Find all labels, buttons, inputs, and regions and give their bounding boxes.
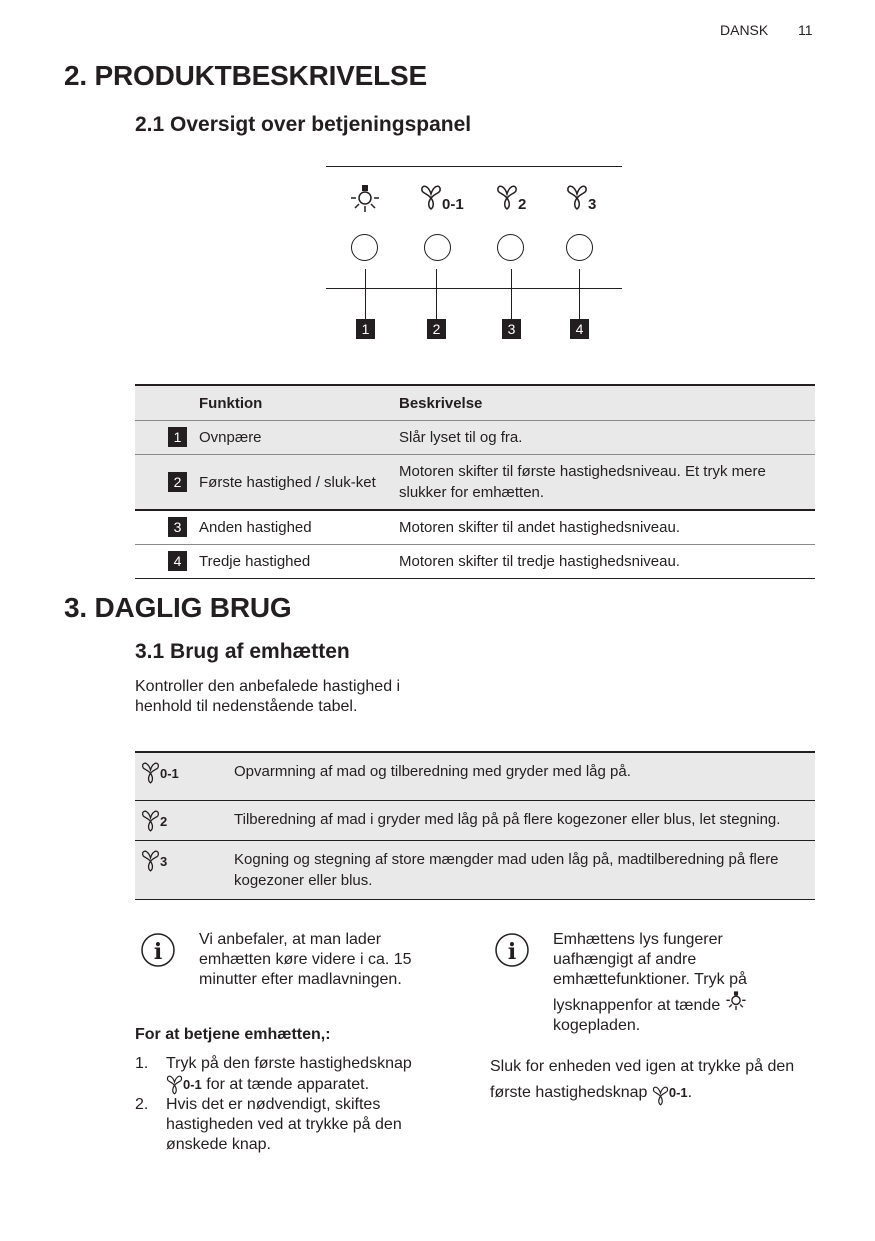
section-title-daily-use: 3. DAGLIG BRUG xyxy=(64,592,292,623)
step-item: 1. Tryk på den første hastighedsknap 0-1 for at tænde apparatet. xyxy=(135,1055,412,1093)
leader-line xyxy=(579,269,580,319)
subsection-title-hood-use: 3.1 Brug af emhætten xyxy=(135,640,350,663)
speed-table xyxy=(135,751,815,900)
table-row xyxy=(135,841,815,900)
light-button[interactable] xyxy=(351,234,378,261)
panel-top-line xyxy=(326,166,622,167)
callout-number: 1 xyxy=(356,319,375,339)
speed-description: Tilberedning af mad i gryder med låg på på flere kogezoner eller blus, let stegning. xyxy=(228,801,815,841)
description-cell: Motoren skifter til andet hastighedsniveau. xyxy=(393,510,815,545)
section-title-product-description: 2. PRODUKTBESKRIVELSE xyxy=(64,60,427,91)
speed-1-button[interactable] xyxy=(424,234,451,261)
callout-number: 3 xyxy=(502,319,521,339)
page-number: 11 xyxy=(798,22,813,38)
panel-bottom-line xyxy=(326,288,622,289)
svg-text:i: i xyxy=(507,939,517,965)
table-row xyxy=(135,752,815,801)
description-cell: Motoren skifter til første hastighedsniveau. Et tryk mere slukker for emhætten. xyxy=(393,455,815,511)
row-number: 2 xyxy=(168,472,187,492)
intro-text: Kontroller den anbefalede hastighed i henhold til nedenstående tabel. xyxy=(135,678,401,715)
fan-speed-1-icon: 0-1 xyxy=(166,1076,206,1093)
row-number: 1 xyxy=(168,427,187,447)
leader-line xyxy=(365,269,366,319)
table-row xyxy=(135,545,815,579)
column-header-description: Beskrivelse xyxy=(393,385,815,421)
switch-off-text: Sluk for enheden ved igen at trykke på den første hastighedsknap 0-1. xyxy=(490,1054,810,1106)
speed-2-button[interactable] xyxy=(497,234,524,261)
callout-number: 2 xyxy=(427,319,446,339)
info-note-left: Vi anbefaler, at man lader emhætten køre videre i ca. 15 minutter efter madlavningen. xyxy=(199,931,412,988)
step-item: 2. Hvis det er nødvendigt, skiftes hastigheden ved at trykke på den ønskede knap. xyxy=(135,1096,402,1153)
info-icon xyxy=(140,932,176,968)
fan-speed-3-icon: 3 xyxy=(566,184,596,210)
speed-description: Opvarmning af mad og tilberedning med gryder med låg på. xyxy=(228,752,815,801)
function-cell: Tredje hastighed xyxy=(193,545,393,579)
fan-speed-1-icon: 0-1 xyxy=(420,184,464,210)
svg-text:i: i xyxy=(153,939,163,965)
operate-title: For at betjene emhætten,: xyxy=(135,1026,331,1043)
table-row xyxy=(135,421,815,455)
function-cell: Anden hastighed xyxy=(193,510,393,545)
step-list xyxy=(135,1054,445,1155)
table-header-row xyxy=(135,385,815,421)
fan-speed-1-icon: 0-1 xyxy=(652,1084,688,1101)
row-number: 4 xyxy=(168,551,187,571)
description-cell: Slår lyset til og fra. xyxy=(393,421,815,455)
row-number: 3 xyxy=(168,517,187,537)
function-cell: Ovnpære xyxy=(193,421,393,455)
table-row xyxy=(135,801,815,841)
header-language: DANSK xyxy=(720,22,769,38)
speed-description: Kogning og stegning af store mængder mad uden låg på, madtilberedning på flere kogezoner eller blus. xyxy=(228,841,815,900)
fan-speed-2-icon: 2 xyxy=(141,813,167,830)
fan-speed-3-icon: 3 xyxy=(141,853,167,870)
subsection-title-control-panel: 2.1 Oversigt over betjeningspanel xyxy=(135,113,472,136)
info-note-right: Emhættens lys fungerer uafhængigt af andre emhættefunktioner. Tryk på lysknappenfor at tænde kogepladen. xyxy=(553,931,747,1034)
column-header-function: Funktion xyxy=(193,385,393,421)
leader-line xyxy=(511,269,512,319)
light-icon xyxy=(349,183,381,215)
fan-speed-1-icon: 0-1 xyxy=(141,765,179,782)
function-table xyxy=(135,384,815,579)
table-row xyxy=(135,510,815,545)
info-icon xyxy=(494,932,530,968)
light-icon xyxy=(725,990,747,1012)
function-cell: Første hastighed / sluk-ket xyxy=(193,455,393,511)
fan-speed-2-icon: 2 xyxy=(496,184,526,210)
description-cell: Motoren skifter til tredje hastighedsniveau. xyxy=(393,545,815,579)
callout-number: 4 xyxy=(570,319,589,339)
table-row xyxy=(135,455,815,511)
leader-line xyxy=(436,269,437,319)
speed-3-button[interactable] xyxy=(566,234,593,261)
